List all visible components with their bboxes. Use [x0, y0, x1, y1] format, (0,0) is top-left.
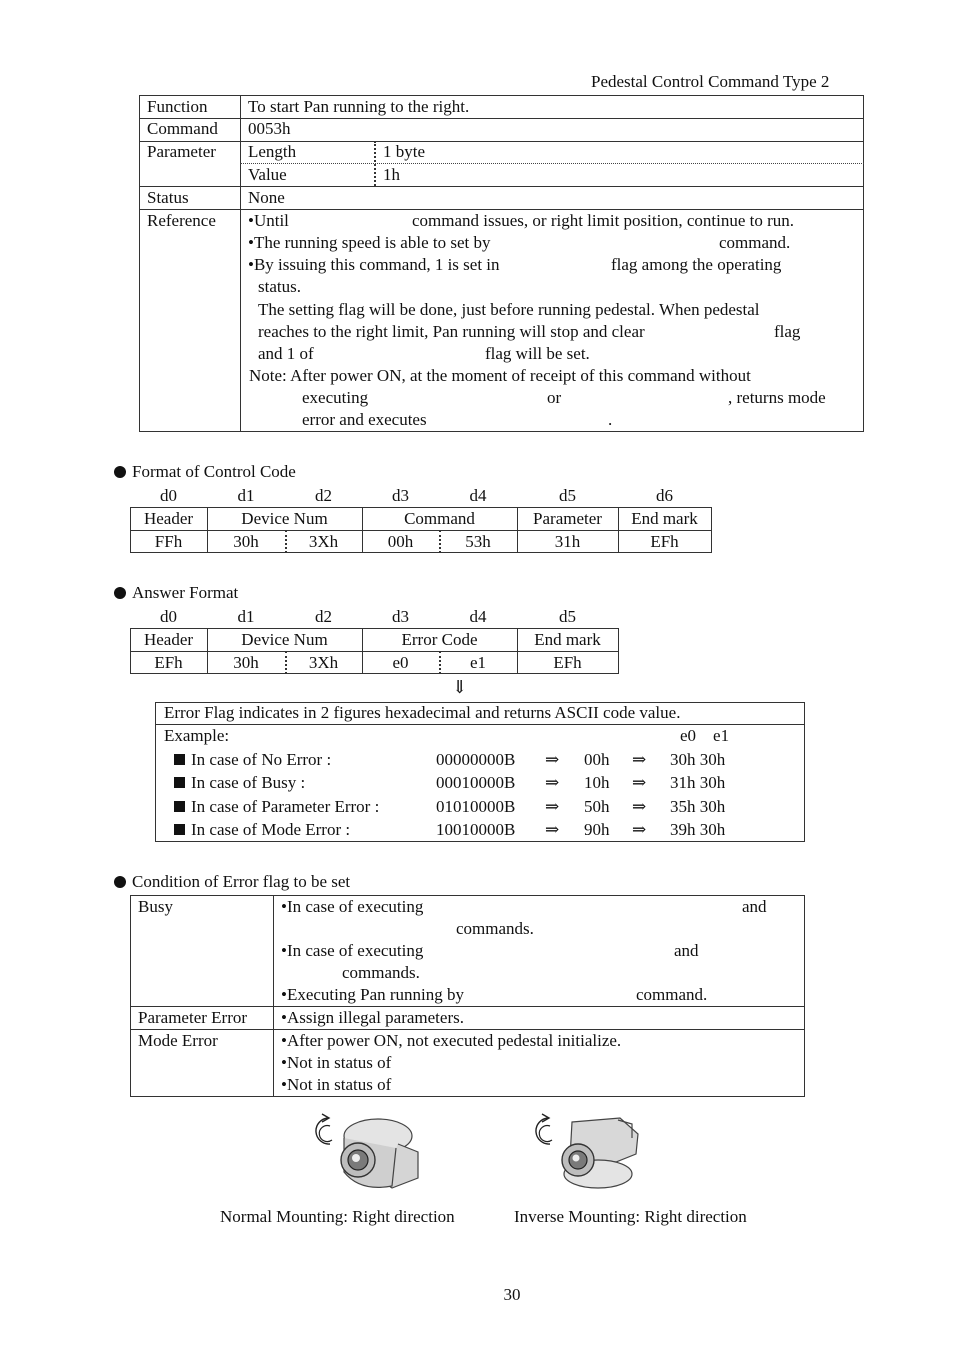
byte-value: 3Xh — [308, 532, 339, 551]
parameter-label: Parameter — [147, 142, 216, 161]
right-arrow-icon: ⇒ — [632, 820, 647, 839]
right-arrow-icon: ⇒ — [545, 750, 560, 769]
table-divider — [130, 651, 619, 652]
square-bullet-icon — [174, 754, 185, 765]
busy-line: commands. — [456, 919, 534, 938]
command-value: 0053h — [248, 119, 291, 138]
error-case-ascii: 31h 30h — [670, 773, 726, 792]
error-case-hex: 00h — [584, 750, 610, 769]
busy-label: Busy — [138, 897, 173, 916]
byte-value: FFh — [154, 532, 183, 551]
command-label: Command — [147, 119, 218, 138]
byte-value: EFh — [154, 653, 183, 672]
reference-note: Note: After power ON, at the moment of receipt of this command without — [249, 366, 751, 385]
inverse-mounting-caption: Inverse Mounting: Right direction — [514, 1207, 747, 1226]
function-value: To start Pan running to the right. — [248, 97, 470, 116]
reference-note: error and executes — [302, 410, 427, 429]
right-arrow-icon: ⇒ — [545, 797, 560, 816]
busy-line: •In case of executing — [281, 941, 424, 960]
mode-error-line: •Not in status of — [281, 1053, 392, 1072]
table-divider — [139, 209, 864, 210]
inverse-mounting-camera-figure — [520, 1108, 650, 1198]
error-case-binary: 10010000B — [436, 820, 516, 839]
error-case-binary: 00000000B — [436, 750, 516, 769]
bullet-icon — [114, 466, 126, 478]
error-case-label: In case of Mode Error : — [174, 820, 350, 840]
square-bullet-icon — [174, 824, 185, 835]
byte-value: 3Xh — [308, 653, 339, 672]
column-header: Device Num — [241, 630, 328, 649]
reference-line: status. — [258, 277, 301, 296]
busy-line: and — [674, 941, 699, 960]
right-arrow-icon: ⇒ — [632, 750, 647, 769]
reference-note: executing — [302, 388, 369, 407]
byte-value: 30h — [233, 532, 259, 551]
square-bullet-icon — [174, 801, 185, 812]
reference-note: or — [547, 388, 562, 407]
length-value: 1 byte — [383, 142, 426, 161]
column-header: Header — [143, 509, 194, 528]
value-label: Value — [248, 165, 287, 184]
byte-value: e0 — [392, 653, 409, 672]
reference-line: •Until — [248, 211, 289, 230]
error-case-hex: 10h — [584, 773, 610, 792]
position-label: d1 — [237, 607, 255, 626]
position-label: d3 — [392, 486, 409, 505]
reference-line: reaches to the right limit, Pan running will stop and clear — [258, 322, 645, 341]
error-flag-heading: Error Flag indicates in 2 figures hexadecimal and returns ASCII code value. — [164, 703, 681, 722]
table-divider — [139, 186, 864, 187]
table-divider — [273, 895, 274, 1097]
right-arrow-icon: ⇒ — [545, 820, 560, 839]
answer-format-title: Answer Format — [114, 583, 238, 603]
column-header: Device Num — [241, 509, 328, 528]
byte-value: 00h — [387, 532, 414, 551]
byte-value: 53h — [465, 532, 491, 551]
busy-line: •In case of executing — [281, 897, 424, 916]
reference-line: and 1 of — [258, 344, 314, 363]
byte-value: e1 — [469, 653, 487, 672]
reference-note: , returns mode — [728, 388, 826, 407]
byte-value: EFh — [553, 653, 582, 672]
example-label: Example: — [164, 726, 230, 745]
byte-value: 30h — [233, 653, 259, 672]
busy-line: •Executing Pan running by — [281, 985, 465, 1004]
parameter-error-text: •Assign illegal parameters. — [281, 1008, 464, 1027]
position-label: d2 — [315, 486, 332, 505]
bullet-icon — [114, 587, 126, 599]
right-arrow-icon: ⇒ — [632, 797, 647, 816]
table-divider-dotted — [240, 163, 864, 164]
status-label: Status — [147, 188, 189, 207]
column-header: Error Code — [401, 630, 478, 649]
error-case-binary: 01010000B — [436, 797, 516, 816]
table-divider — [240, 95, 241, 432]
value-value: 1h — [383, 165, 400, 184]
parameter-error-label: Parameter Error — [138, 1008, 248, 1027]
length-label: Length — [248, 142, 297, 161]
square-bullet-icon — [174, 777, 185, 788]
reference-line: flag will be set. — [485, 344, 590, 363]
error-case-hex: 50h — [584, 797, 610, 816]
table-divider — [155, 724, 805, 725]
normal-mounting-caption: Normal Mounting: Right direction — [220, 1207, 455, 1226]
column-header: Command — [404, 509, 475, 528]
busy-line: commands. — [342, 963, 420, 982]
error-case-ascii: 35h 30h — [670, 797, 726, 816]
reference-line: command. — [719, 233, 791, 252]
busy-line: command. — [636, 985, 708, 1004]
reference-label: Reference — [147, 211, 216, 230]
reference-note: . — [608, 410, 613, 429]
reference-line: flag — [774, 322, 801, 341]
status-value: None — [248, 188, 285, 207]
column-header: End mark — [534, 630, 601, 649]
condition-title: Condition of Error flag to be set — [114, 872, 350, 892]
mode-error-label: Mode Error — [138, 1031, 218, 1050]
error-case-ascii: 30h 30h — [670, 750, 726, 769]
error-case-label: In case of Parameter Error : — [174, 797, 379, 817]
right-arrow-icon: ⇒ — [632, 773, 647, 792]
reference-line: command issues, or right limit position, continue to run. — [412, 211, 794, 230]
reference-line: flag among the operating — [611, 255, 782, 274]
table-divider-dotted — [374, 141, 376, 186]
error-case-hex: 90h — [584, 820, 610, 839]
reference-line: •The running speed is able to set by — [248, 233, 491, 252]
page-number: 30 — [503, 1285, 521, 1304]
busy-line: and — [742, 897, 767, 916]
position-label: d5 — [559, 607, 576, 626]
position-label: d4 — [469, 607, 487, 626]
position-label: d6 — [656, 486, 673, 505]
bullet-icon — [114, 876, 126, 888]
error-case-ascii: 39h 30h — [670, 820, 726, 839]
mode-error-line: •After power ON, not executed pedestal initialize. — [281, 1031, 622, 1050]
function-label: Function — [147, 97, 208, 116]
page-header-title: Pedestal Control Command Type 2 — [591, 72, 830, 91]
right-arrow-icon: ⇒ — [545, 773, 560, 792]
position-label: d5 — [559, 486, 576, 505]
position-label: d2 — [315, 607, 332, 626]
table-divider — [130, 530, 712, 531]
error-case-label: In case of Busy : — [174, 773, 305, 793]
column-header: Header — [143, 630, 194, 649]
mode-error-line: •Not in status of — [281, 1075, 392, 1094]
position-label: d0 — [160, 607, 177, 626]
position-label: d1 — [237, 486, 255, 505]
reference-line: The setting flag will be done, just before running pedestal. When pedestal — [258, 300, 760, 319]
byte-value: EFh — [650, 532, 679, 551]
position-label: d0 — [160, 486, 177, 505]
down-arrow-icon: ⇓ — [452, 677, 468, 697]
error-case-label: In case of No Error : — [174, 750, 331, 770]
example-columns: e0 e1 — [680, 726, 730, 745]
column-header: Parameter — [533, 509, 602, 528]
control-code-title: Format of Control Code — [114, 462, 296, 482]
reference-line: •By issuing this command, 1 is set in — [248, 255, 500, 274]
position-label: d3 — [392, 607, 409, 626]
error-case-binary: 00010000B — [436, 773, 516, 792]
position-label: d4 — [469, 486, 487, 505]
column-header: End mark — [631, 509, 698, 528]
table-divider — [130, 1029, 805, 1030]
table-divider — [130, 1006, 805, 1007]
byte-value: 31h — [554, 532, 581, 551]
normal-mounting-camera-figure — [300, 1108, 430, 1198]
